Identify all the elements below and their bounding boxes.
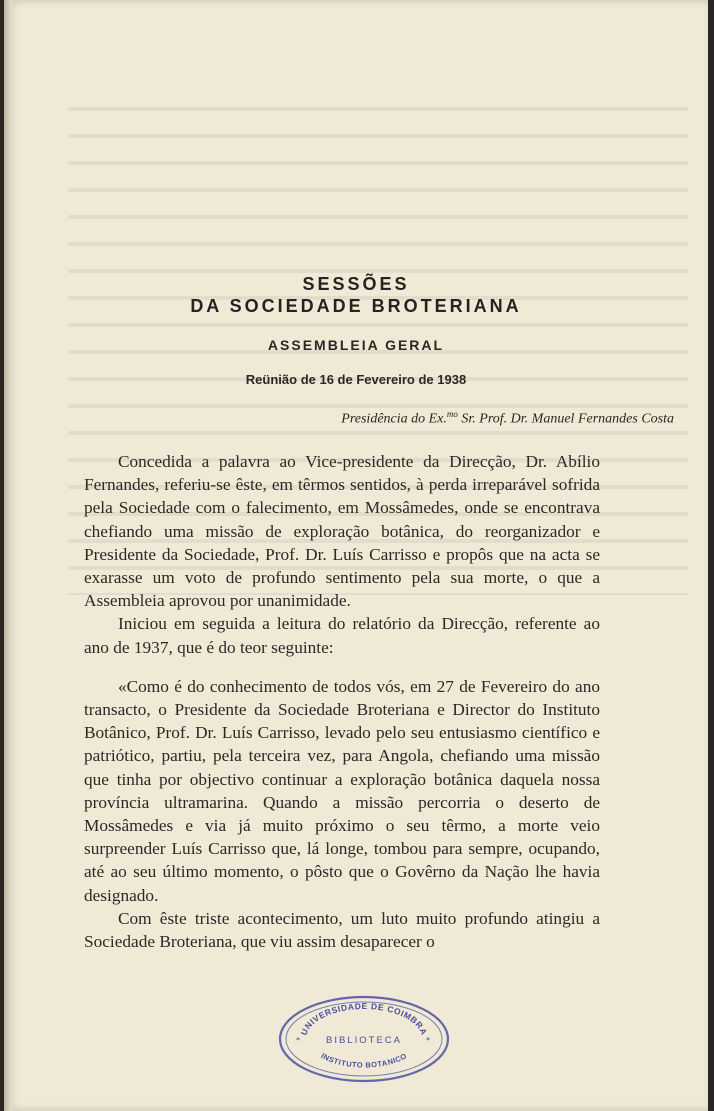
paragraph-4: Com êste triste acontecimento, um luto muito profundo atingiu a Sociedade Broteriana, que viu assim desaparecer o bbox=[84, 908, 600, 952]
meeting-date: Reünião de 16 de Fevereiro de 1938 bbox=[245, 372, 467, 387]
document-page bbox=[4, 0, 708, 1111]
stamp-bottom-text: INSTITUTO BOTANICO bbox=[319, 1051, 409, 1070]
library-stamp bbox=[276, 993, 452, 1085]
presidency-line bbox=[124, 409, 674, 428]
title-line-2: DA SOCIEDADE BROTERIANA bbox=[190, 296, 522, 316]
book-spine-shadow bbox=[4, 0, 12, 1111]
presidency-superscript: mo bbox=[446, 409, 458, 419]
stamp-star-left-icon: * bbox=[296, 1036, 300, 1045]
presidency-suffix: Sr. Prof. Dr. Manuel Fernandes Costa bbox=[457, 411, 674, 427]
title-line-1: SESSÕES bbox=[302, 274, 410, 294]
stamp-top-text: UNIVERSIDADE DE COIMBRA bbox=[298, 1000, 430, 1037]
section-heading: ASSEMBLEIA GERAL bbox=[267, 337, 445, 353]
paragraph-2: Iniciou em seguida a leitura do relatório da Direcção, referente ao ano de 1937, que é do teor seguinte: bbox=[84, 614, 600, 657]
stamp-middle-text: BIBLIOTECA bbox=[326, 1035, 402, 1046]
body-text bbox=[84, 450, 600, 953]
paragraph-1: Concedida a palavra ao Vice-presidente da Direcção, Dr. Abílio Fernandes, referiu-se êste, em têrmos sentidos, à perda irreparável sofrida pela Sociedade com o falecimento, em Mossâmedes, onde se encontrava chefiando uma missão de exploração botânica, do reorganizador e Presidente da Sociedade, Prof. Dr. Luís Carrisso e propôs que na acta se exarasse um voto de profundo sentimento pela sua morte, o que a Assembleia aprovou por unanimidade. bbox=[84, 452, 600, 611]
paragraph-3: «Como é do conhecimento de todos vós, em 27 de Fevereiro do ano transacto, o Presidente da Sociedade Broteriana e Director do Instituto Botânico, Prof. Dr. Luís Carrisso, levado pelo seu entusiasmo científico e patriótico, partiu, pela terceira vez, para Angola, chefiando uma missão que tinha por objectivo continuar a exploração botânica daquela nossa província ultramarina. Quando a missão percorria o deserto de Mossâmedes e via já muito próximo o seu têrmo, a morte veio surpreender Luís Carrisso que, lá longe, tombou para sempre, ocupando, até ao seu último momento, o pôsto que o Govêrno da Nação lhe havia designado. bbox=[84, 676, 600, 905]
presidency-prefix: Presidência do Ex. bbox=[341, 411, 447, 427]
stamp-star-right-icon: * bbox=[426, 1036, 430, 1045]
